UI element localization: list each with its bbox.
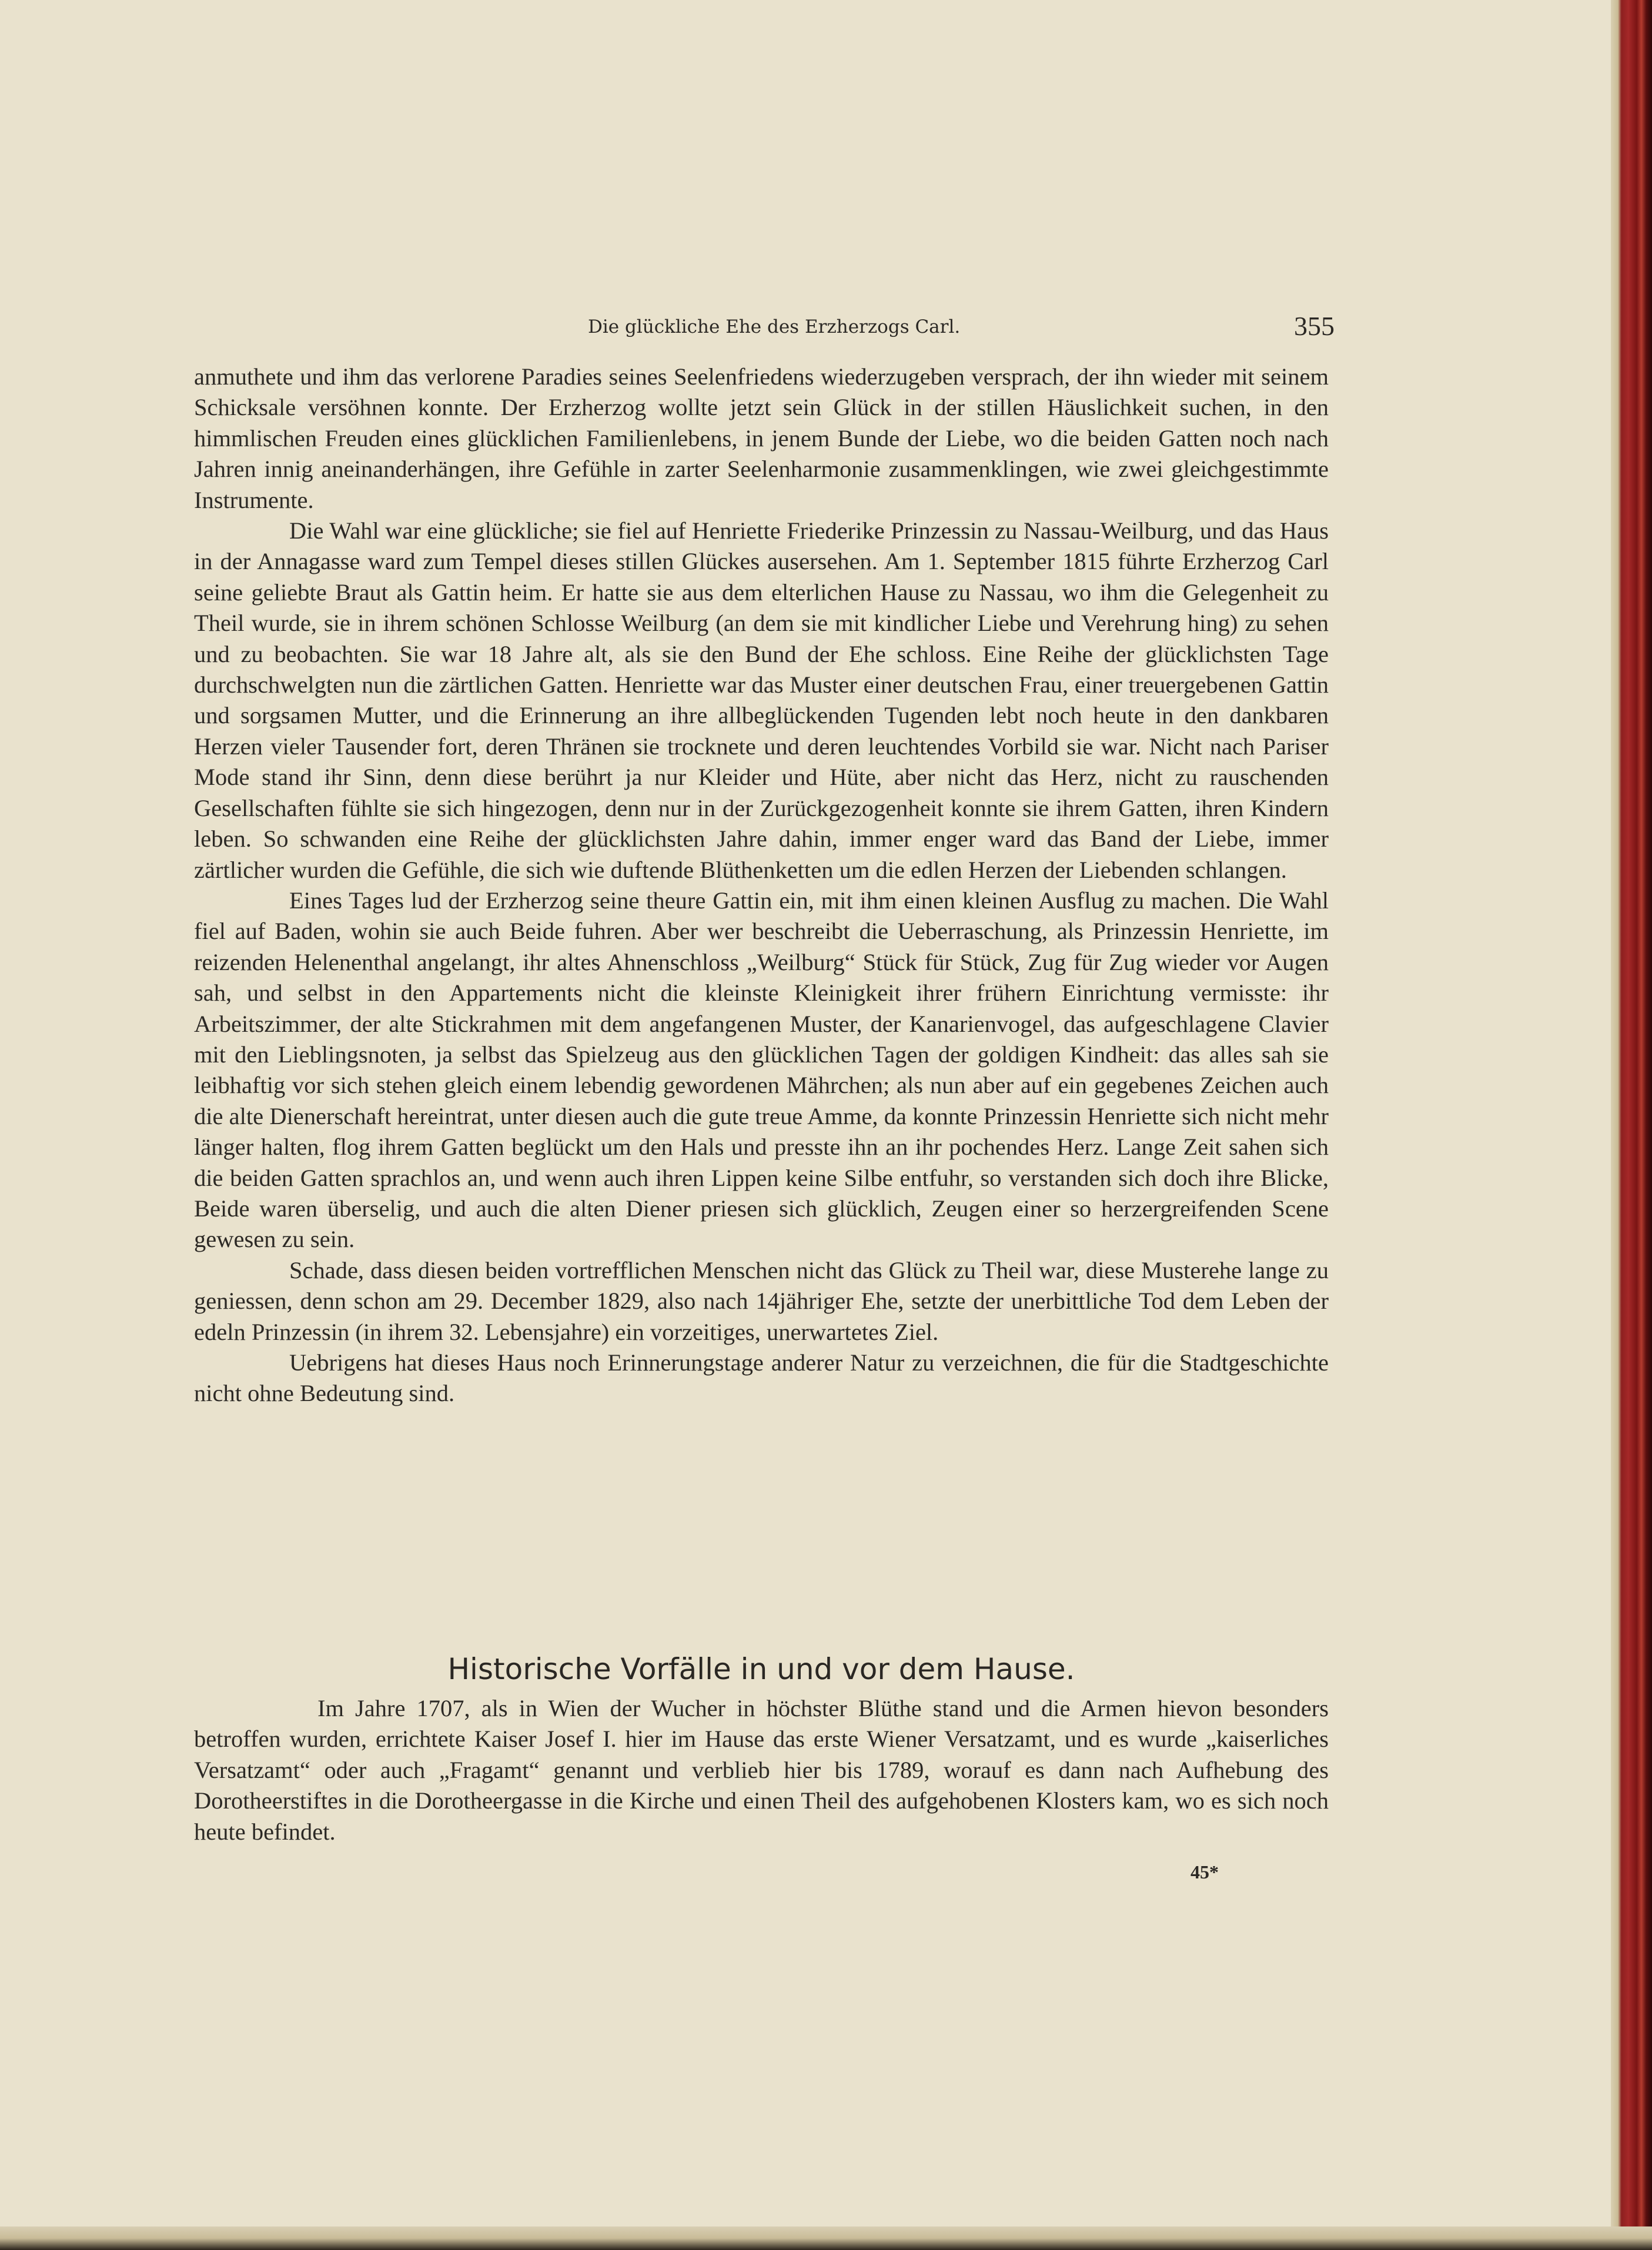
book-edge <box>1611 0 1652 2250</box>
running-title: Die glückliche Ehe des Erzherzogs Carl. <box>588 316 961 337</box>
section-heading: Historische Vorfälle in und vor dem Hause. <box>447 1652 1075 1686</box>
section-text <box>194 1693 1329 1847</box>
paragraph: Eines Tages lud der Erzherzog seine theure Gattin ein, mit ihm einen kleinen Ausflug zu machen. Die Wahl fiel auf Baden, wohin sie auch Beide fuhren. Aber wer beschreibt die Ueberraschung, als Prinzessin Henriette, im reizenden Helenenthal angelangt, ihr altes Ahnenschloss „Weilburg“ Stück für Stück, Zug für Zug wieder vor Augen sah, und selbst in den Appartements nicht die kleinste Kleinigkeit ihrer frühern Einrichtung vermisste: ihr Arbeitszimmer, der alte Stickrahmen mit dem angefangenen Muster, der Kanarienvogel, das aufgeschlagene Clavier mit den Lieblingsnoten, ja selbst das Spielzeug aus den glücklichen Tagen der goldigen Kindheit: das alles sah sie leibhaftig vor sich stehen gleich einem lebendig gewordenen Mährchen; als nun aber auf ein gegebenes Zeichen auch die alte Dienerschaft hereintrat, unter diesen auch die gute treue Amme, da konnte Prinzessin Henriette sich nicht mehr länger halten, flog ihrem Gatten beglückt um den Hals und presste ihn an ihr pochendes Herz. Lange Zeit sahen sich die beiden Gatten sprachlos an, und wenn auch ihren Lippen keine Silbe entfuhr, so verstanden sich doch ihre Blicke, Beide waren überselig, und auch die alten Diener priesen sich glücklich, Zeugen einer so herzergreifenden Scene gewesen zu sein. <box>194 887 1329 1253</box>
page-header <box>194 306 1335 353</box>
paragraph: anmuthete und ihm das verlorene Paradies seines Seelenfriedens wiederzugeben versprach, der ihn wieder mit seinem Schicksale versöhnen konnte. Der Erzherzog wollte jetzt sein Glück in der stillen Häuslichkeit suchen, in den himmlischen Freuden eines glücklichen Familienlebens, in jenem Bunde der Liebe, wo die beiden Gatten noch nach Jahren innig aneinanderhängen, ihre Gefühle in zarter Seelenharmonie zusammenklingen, wie zwei gleichgestimmte Instrumente. <box>194 363 1329 513</box>
printer-signature-mark: 45* <box>1190 1861 1219 1883</box>
page-number: 355 <box>1294 311 1335 341</box>
paragraph: Im Jahre 1707, als in Wien der Wucher in höchster Blüthe stand und die Armen hievon besonders betroffen wurden, errichtete Kaiser Josef I. hier im Hause das erste Wiener Versatzamt, und es wurde „kaiserliches Versatzamt“ oder auch „Fragamt“ genannt und verblieb hier bis 1789, worauf es dann nach Aufhebung des Dorotheerstiftes in die Dorotheergasse in die Kirche und einen Theil des aufgehobenen Klosters kam, wo es sich noch heute befindet. <box>194 1695 1329 1845</box>
bottom-edge <box>0 2226 1652 2250</box>
paragraph: Die Wahl war eine glückliche; sie fiel auf Henriette Friederike Prinzessin zu Nassau-Weilburg, und das Haus in der Annagasse ward zum Tempel dieses stillen Glückes ausersehen. Am 1. September 1815 führte Erzherzog Carl seine geliebte Braut als Gattin heim. Er hatte sie aus dem elterlichen Hause zu Nassau, wo ihm die Gelegenheit zu Theil wurde, sie in ihrem schönen Schlosse Weilburg (an dem sie mit kindlicher Liebe und Verehrung hing) zu sehen und zu beobachten. Sie war 18 Jahre alt, als sie den Bund der Ehe schloss. Eine Reihe der glücklichsten Tage durchschwelgten nun die zärtlichen Gatten. Henriette war das Muster einer deutschen Frau, einer treuergebenen Gattin und sorgsamen Mutter, und die Erinnerung an ihre allbeglückenden Tugenden lebt noch heute in den dankbaren Herzen vieler Tausender fort, deren Thränen sie trocknete und deren leuchtendes Vorbild sie war. Nicht nach Pariser Mode stand ihr Sinn, denn diese berührt ja nur Kleider und Hüte, aber nicht das Herz, nicht zu rauschenden Gesellschaften fühlte sie sich hingezogen, denn nur in der Zurückgezogenheit konnte sie ihrem Gatten, ihren Kindern leben. So schwanden eine Reihe der glücklichsten Jahre dahin, immer enger ward das Band der Liebe, immer zärtlicher wurden die Gefühle, die sich wie duftende Blüthenketten um die edlen Herzen der Liebenden schlangen. <box>194 517 1329 883</box>
main-text <box>194 362 1329 1409</box>
paragraph: Schade, dass diesen beiden vortrefflichen Menschen nicht das Glück zu Theil war, diese Musterehe lange zu geniessen, denn schon am 29. December 1829, also nach 14jähriger Ehe, setzte der unerbittliche Tod dem Leben der edeln Prinzessin (in ihrem 32. Lebensjahre) ein vorzeitiges, unerwartetes Ziel. <box>194 1256 1329 1345</box>
paragraph: Uebrigens hat dieses Haus noch Erinnerungstage anderer Natur zu verzeichnen, die für die Stadtgeschichte nicht ohne Bedeutung sind. <box>194 1349 1329 1407</box>
